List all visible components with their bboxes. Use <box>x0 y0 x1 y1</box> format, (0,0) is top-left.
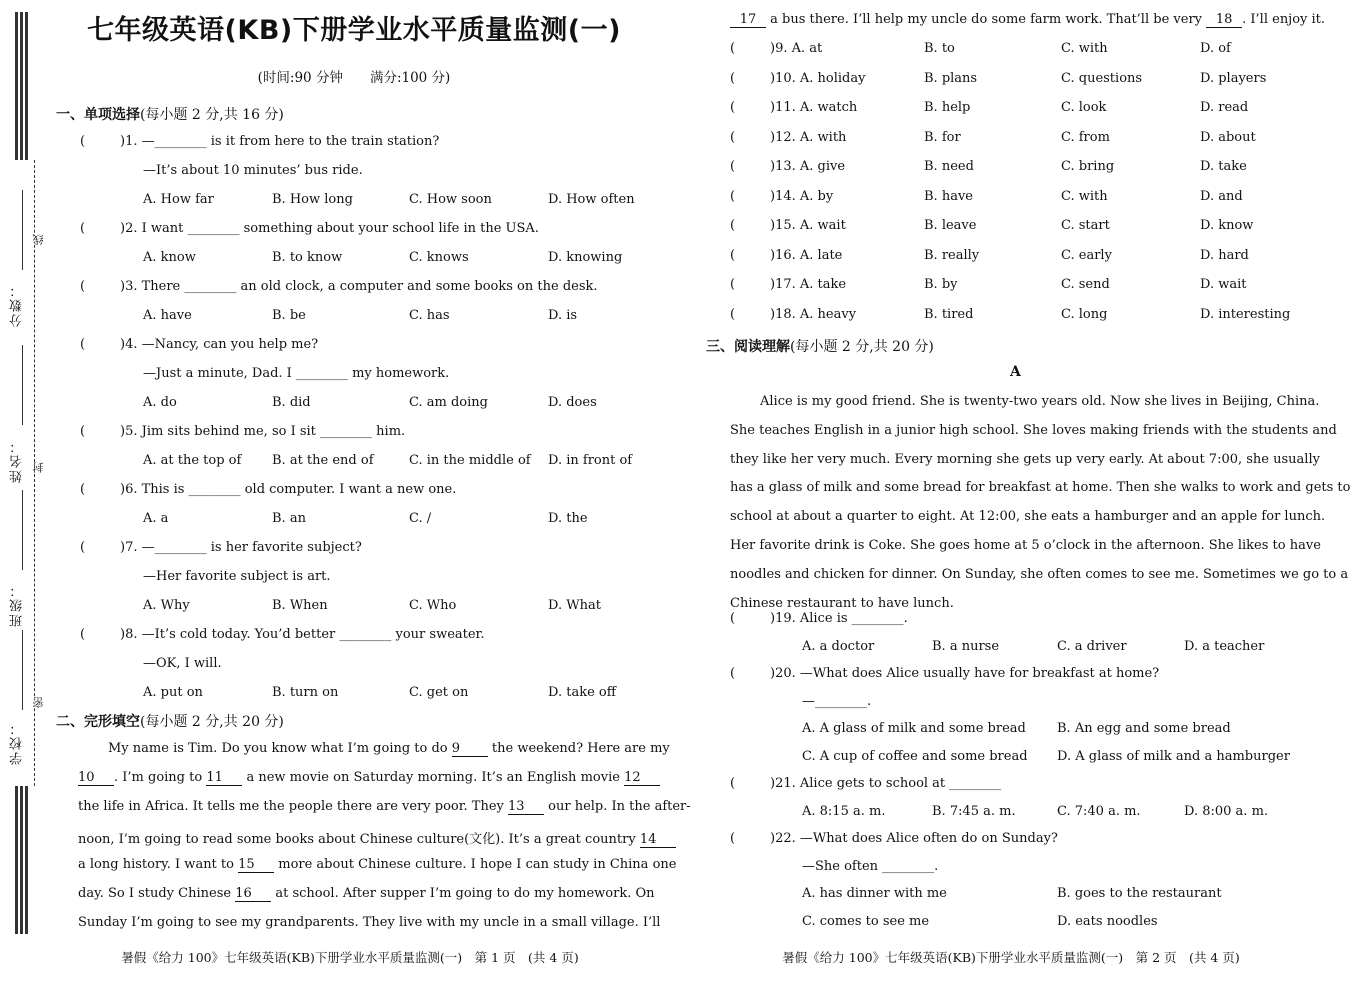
cloze-option-a: )11. A. watch <box>770 100 858 115</box>
reading-line: Her favorite drink is Coke. She goes home at 5 o’clock in the afternoon. She likes to have <box>730 537 1321 553</box>
cloze-text: at school. After supper I’m going to do my homework. On <box>271 886 655 901</box>
cloze-option-d: D. and <box>1200 188 1243 204</box>
answer-option: B. did <box>272 395 311 410</box>
answer-paren[interactable]: ( <box>80 627 86 642</box>
reading-line: school at about a quarter to eight. At 12:00, she eats a hamburger and an apple for lunch. <box>730 509 1326 525</box>
answer-option: A. a <box>143 511 169 526</box>
cloze-blank: 10 <box>78 770 114 786</box>
name-label: 姓名： <box>10 438 25 483</box>
answer-option: C. knows <box>409 250 469 265</box>
answer-option: B. turn on <box>272 685 339 700</box>
seal-mark-seal: 封 <box>32 462 45 473</box>
cloze-line <box>78 915 661 930</box>
section3-note: (每小题 2 分,共 20 分) <box>790 339 934 355</box>
answer-option: B. be <box>272 308 306 323</box>
answer-paren[interactable]: ( <box>730 129 736 145</box>
answer-option: A. has dinner with me <box>802 886 947 901</box>
cloze-option-d: D. of <box>1200 41 1231 56</box>
answer-option: B. to know <box>272 250 343 265</box>
cloze-option-a: )16. A. late <box>770 247 843 263</box>
score-line <box>22 190 23 270</box>
class-label: 班级： <box>10 582 25 627</box>
answer-option: B. How long <box>272 192 353 207</box>
question-stem: )22. —What does Alice often do on Sunday? <box>770 831 1058 846</box>
section3-title: 三、阅读理解 <box>706 339 790 355</box>
cloze-option-a: )9. A. at <box>770 41 823 56</box>
section2-title: 二、完形填空 <box>56 714 140 730</box>
answer-option: D. A glass of milk and a hamburger <box>1057 748 1290 764</box>
answer-paren[interactable]: ( <box>730 666 736 681</box>
cloze-option-b: B. help <box>924 100 971 115</box>
binding-bar-top <box>15 12 29 160</box>
cloze-line <box>78 828 657 848</box>
passage-a-label: A <box>1010 364 1021 380</box>
cloze-blank: 15 <box>238 857 274 873</box>
cloze-line <box>78 741 670 757</box>
cloze-option-a: )14. A. by <box>770 188 834 204</box>
answer-option: D. How often <box>548 192 635 207</box>
answer-option: C. A cup of coffee and some bread <box>802 748 1028 764</box>
answer-paren[interactable]: ( <box>730 247 736 263</box>
question-stem: )20. —What does Alice usually have for breakfast at home? <box>770 666 1160 681</box>
seal-mark-secret: 密 <box>32 697 45 708</box>
answer-option: D. the <box>548 511 588 526</box>
cloze-blank: 9 <box>452 741 488 757</box>
question-stem: )5. Jim sits behind me, so I sit ________ him. <box>120 424 406 439</box>
cloze-line <box>78 770 651 786</box>
cloze-text: Sunday I’m going to see my grandparents. They live with my uncle in a small village. I’ll <box>78 915 661 930</box>
question-stem: )4. —Nancy, can you help me? <box>120 337 319 352</box>
reading-line: Alice is my good friend. She is twenty-two years old. Now she lives in Beijing, China. <box>760 394 1320 409</box>
cloze-line <box>78 886 655 902</box>
cloze-option-b: B. plans <box>924 70 978 86</box>
cloze-option-a: )10. A. holiday <box>770 70 866 86</box>
question-stem: )8. —It’s cold today. You’d better ________ your sweater. <box>120 627 485 642</box>
answer-option: C. has <box>409 308 450 323</box>
answer-paren[interactable]: ( <box>730 159 736 174</box>
cloze-option-c: C. with <box>1061 41 1108 56</box>
answer-option: C. comes to see me <box>802 913 930 929</box>
cloze-text: the life in Africa. It tells me the people there are very poor. They <box>78 799 509 814</box>
question-stem-reply: —It’s about 10 minutes’ bus ride. <box>143 163 363 178</box>
cloze-text: noon, I’m going to read some books about Chinese culture(文化). It’s a great country <box>78 832 640 847</box>
cloze-option-b: B. by <box>924 277 958 292</box>
answer-option: B. An egg and some bread <box>1057 721 1231 736</box>
answer-paren[interactable]: ( <box>730 100 736 115</box>
name-line <box>22 345 23 425</box>
answer-option: A. do <box>143 395 177 410</box>
cloze-line <box>730 12 1326 28</box>
question-stem-reply: —Just a minute, Dad. I ________ my homework. <box>143 366 450 381</box>
answer-option: C. a driver <box>1057 638 1127 654</box>
question-stem-reply: —Her favorite subject is art. <box>143 569 331 584</box>
cloze-text: a long history. I want to <box>78 857 239 872</box>
cloze-option-d: D. interesting <box>1200 306 1291 322</box>
class-line <box>22 490 23 570</box>
cloze-option-c: C. questions <box>1061 70 1143 86</box>
answer-paren[interactable]: ( <box>730 41 736 56</box>
answer-option: B. a nurse <box>932 638 1000 654</box>
cloze-option-c: C. send <box>1061 277 1110 292</box>
cloze-text: the weekend? Here are my <box>487 741 670 756</box>
section2-heading <box>56 711 284 731</box>
answer-option: B. 7:45 a. m. <box>932 803 1016 819</box>
answer-paren[interactable]: ( <box>80 337 86 352</box>
answer-option: B. When <box>272 598 328 613</box>
answer-paren[interactable]: ( <box>80 424 86 439</box>
cloze-blank: 14 <box>640 832 676 848</box>
cloze-option-c: C. from <box>1061 129 1110 145</box>
cloze-blank: 12 <box>624 770 660 786</box>
seal-mark-line: 线 <box>32 234 45 245</box>
cloze-option-c: C. look <box>1061 100 1107 115</box>
cloze-blank: 18 <box>1206 12 1242 28</box>
cloze-option-a: )18. A. heavy <box>770 306 857 322</box>
cloze-text: our help. In the after- <box>544 799 691 814</box>
cloze-option-c: C. bring <box>1061 159 1115 174</box>
answer-option: B. at the end of <box>272 453 374 468</box>
cloze-option-b: B. tired <box>924 306 974 322</box>
section1-note: (每小题 2 分,共 16 分) <box>140 107 284 123</box>
footer-page-2: 暑假《给力 100》七年级英语(KB)下册学业水平质量监测(一) 第 2 页 (共 4 页) <box>782 950 1240 965</box>
answer-option: C. get on <box>409 685 469 700</box>
reading-line: She teaches English in a junior high school. She loves making friends with the students and <box>730 422 1337 438</box>
question-stem: )2. I want ________ something about your school life in the USA. <box>120 221 539 236</box>
answer-paren[interactable]: ( <box>80 221 86 236</box>
answer-paren[interactable]: ( <box>730 277 736 292</box>
answer-option: D. a teacher <box>1184 638 1265 654</box>
cloze-text: day. So I study Chinese <box>78 886 236 901</box>
cloze-blank: 11 <box>206 770 242 786</box>
cloze-option-a: )13. A. give <box>770 159 846 174</box>
cloze-text: more about Chinese culture. I hope I can study in China one <box>274 857 677 872</box>
cloze-option-d: D. wait <box>1200 277 1247 292</box>
exam-title: 七年级英语(KB)下册学业水平质量监测(一) <box>87 15 621 46</box>
cloze-option-b: B. leave <box>924 218 977 233</box>
binding-bar-bottom <box>15 786 29 934</box>
answer-option: A. at the top of <box>143 453 242 468</box>
answer-paren[interactable]: ( <box>730 831 736 846</box>
answer-option: C. am doing <box>409 395 488 410</box>
answer-option: D. knowing <box>548 250 623 265</box>
answer-paren[interactable]: ( <box>730 188 736 204</box>
answer-option: D. take off <box>548 685 616 700</box>
reading-line: they like her very much. Every morning she gets up very early. At about 7:00, she usually <box>730 451 1320 467</box>
reading-line: noodles and chicken for dinner. On Sunday, she often comes to see me. Sometimes we go to a <box>730 566 1349 582</box>
answer-paren[interactable]: ( <box>80 134 86 149</box>
answer-option: B. an <box>272 511 306 526</box>
question-stem: )19. Alice is ________. <box>770 611 908 626</box>
answer-paren[interactable]: ( <box>80 540 86 555</box>
reading-line: has a glass of milk and some bread for breakfast at home. Then she walks to work and gets to <box>730 480 1351 496</box>
question-stem: )7. —________ is her favorite subject? <box>120 540 362 555</box>
answer-option: A. have <box>143 308 192 323</box>
answer-paren[interactable]: ( <box>730 70 736 86</box>
section2-note: (每小题 2 分,共 20 分) <box>140 714 284 730</box>
question-stem-reply: —________. <box>802 693 872 709</box>
answer-option: A. A glass of milk and some bread <box>802 721 1026 736</box>
answer-option: A. put on <box>143 685 203 700</box>
cloze-line <box>78 857 677 873</box>
answer-paren[interactable]: ( <box>730 306 736 322</box>
cloze-blank: 16 <box>235 886 271 902</box>
question-stem-reply: —She often ________. <box>802 858 939 874</box>
cloze-text: . I’m going to <box>114 770 207 785</box>
answer-option: A. a doctor <box>802 638 875 654</box>
cloze-option-b: B. to <box>924 41 955 56</box>
answer-paren[interactable]: ( <box>80 482 86 497</box>
answer-option: C. / <box>409 511 432 526</box>
answer-option: A. 8:15 a. m. <box>802 803 886 819</box>
cloze-option-b: B. for <box>924 129 961 145</box>
cloze-option-b: B. really <box>924 247 980 263</box>
answer-option: C. How soon <box>409 192 492 207</box>
cloze-option-c: C. start <box>1061 218 1110 233</box>
cloze-option-d: D. read <box>1200 100 1249 115</box>
answer-option: A. Why <box>143 598 190 613</box>
answer-option: C. 7:40 a. m. <box>1057 803 1141 819</box>
cloze-text: My name is Tim. Do you know what I’m going to do <box>108 741 452 756</box>
answer-option: A. How far <box>143 192 214 207</box>
cloze-option-a: )17. A. take <box>770 277 847 292</box>
answer-paren[interactable]: ( <box>730 776 736 791</box>
cut-line <box>34 160 35 786</box>
score-label: 分数： <box>10 282 25 327</box>
answer-option: A. know <box>143 250 196 265</box>
footer-page-1: 暑假《给力 100》七年级英语(KB)下册学业水平质量监测(一) 第 1 页 (共 4 页) <box>121 950 579 965</box>
answer-option: B. goes to the restaurant <box>1057 886 1222 901</box>
cloze-option-c: C. early <box>1061 247 1112 263</box>
cloze-option-a: )12. A. with <box>770 129 847 145</box>
cloze-text: a new movie on Saturday morning. It’s an English movie <box>242 770 625 785</box>
question-stem: )21. Alice gets to school at ________ <box>770 776 1002 791</box>
cloze-option-a: )15. A. wait <box>770 218 846 233</box>
section1-title: 一、单项选择 <box>56 107 140 123</box>
cloze-text: . I’ll enjoy it. <box>1242 12 1326 27</box>
cloze-option-d: D. take <box>1200 159 1247 174</box>
school-line <box>22 630 23 710</box>
answer-paren[interactable]: ( <box>730 218 736 233</box>
cloze-option-d: D. know <box>1200 218 1254 233</box>
reading-passage-a <box>730 388 1351 618</box>
reading-line: Chinese restaurant to have lunch. <box>730 595 954 611</box>
answer-option: D. does <box>548 395 597 410</box>
question-stem-reply: —OK, I will. <box>143 656 222 671</box>
cloze-option-b: B. have <box>924 188 973 204</box>
answer-option: D. in front of <box>548 453 633 468</box>
cloze-option-d: D. hard <box>1200 247 1249 263</box>
cloze-option-b: B. need <box>924 159 974 174</box>
exam-subtitle: (时间:90 分钟 满分:100 分) <box>257 70 451 86</box>
answer-paren[interactable]: ( <box>730 611 736 626</box>
answer-option: D. is <box>548 308 578 323</box>
cloze-option-d: D. about <box>1200 129 1256 145</box>
question-stem: )3. There ________ an old clock, a computer and some books on the desk. <box>120 279 598 294</box>
answer-option: D. eats noodles <box>1057 913 1158 929</box>
cloze-option-c: C. with <box>1061 188 1108 204</box>
answer-option: C. in the middle of <box>409 453 531 468</box>
question-stem: )6. This is ________ old computer. I want a new one. <box>120 482 457 497</box>
answer-option: C. Who <box>409 598 457 613</box>
cloze-option-c: C. long <box>1061 306 1108 322</box>
answer-paren[interactable]: ( <box>80 279 86 294</box>
school-label: 学校： <box>10 720 25 765</box>
cloze-text: a bus there. I’ll help my uncle do some farm work. That’ll be very <box>766 12 1207 27</box>
cloze-line <box>78 799 691 815</box>
section3-heading <box>706 336 934 356</box>
section1-heading <box>56 104 284 124</box>
question-stem: )1. —________ is it from here to the train station? <box>120 134 440 149</box>
cloze-blank: 17 <box>730 12 766 28</box>
cloze-blank: 13 <box>508 799 544 815</box>
answer-option: D. What <box>548 598 601 613</box>
cloze-option-d: D. players <box>1200 70 1267 86</box>
answer-option: D. 8:00 a. m. <box>1184 803 1269 819</box>
